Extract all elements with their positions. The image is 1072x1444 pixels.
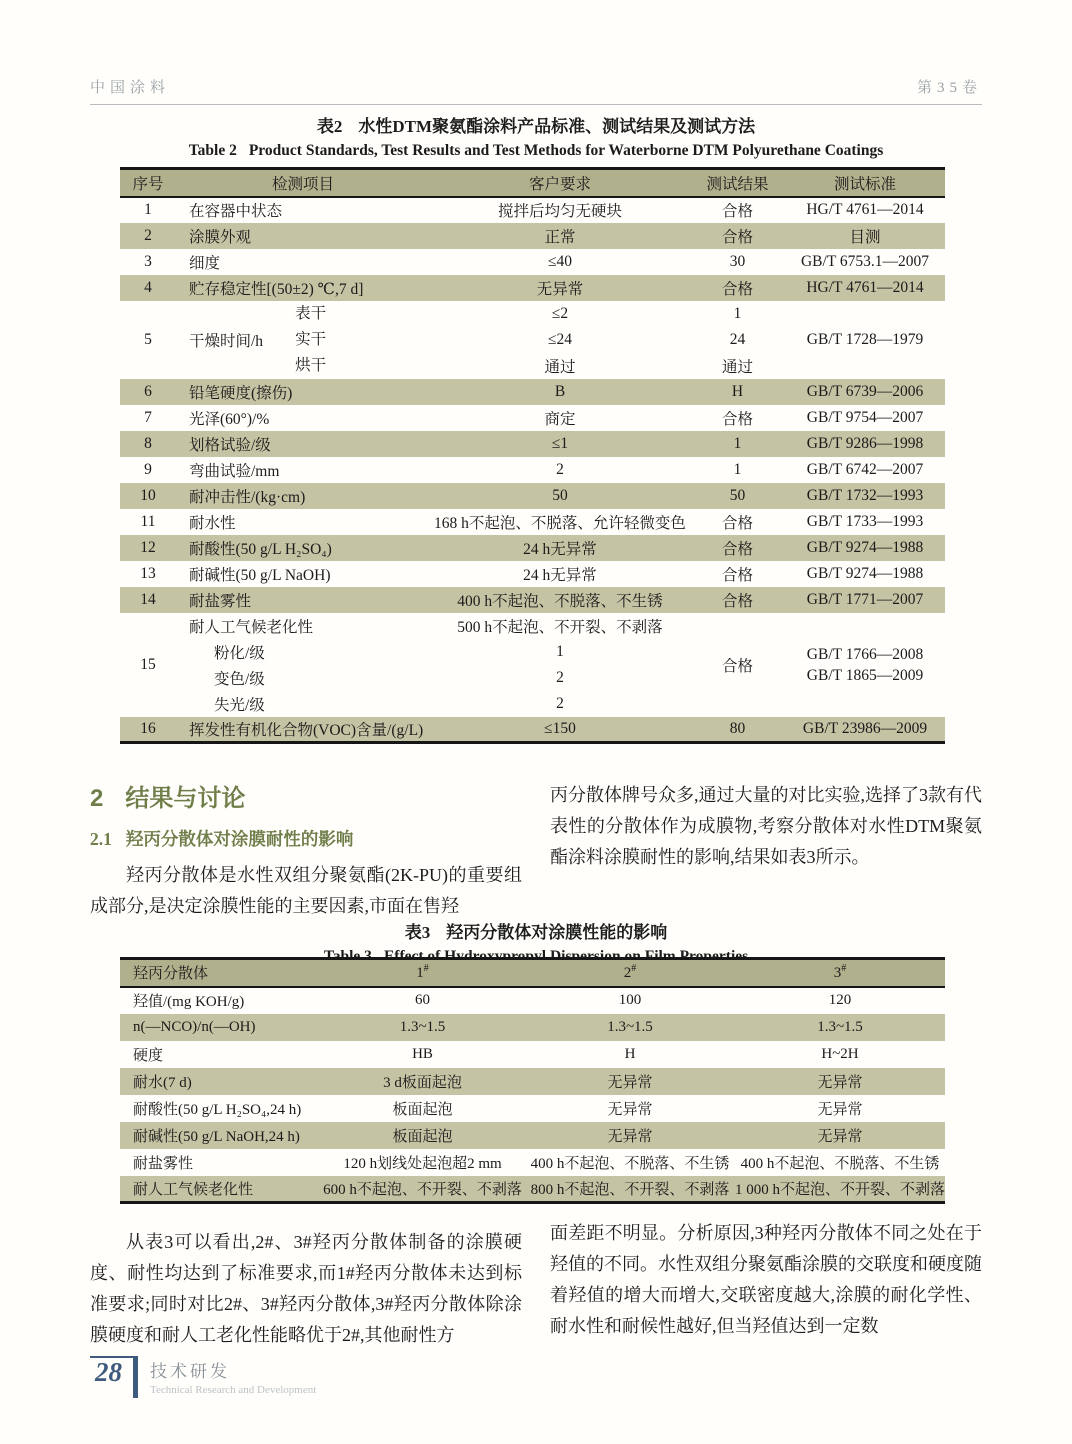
t2-cell-result: 1 bbox=[733, 460, 742, 478]
t2-cell-item: 划格试验/级 bbox=[189, 436, 271, 454]
t2-cell-no: 8 bbox=[144, 434, 152, 452]
t3-cell-item: 耐水(7 d) bbox=[133, 1074, 192, 1091]
t2-cell-result: 30 bbox=[729, 252, 746, 270]
t2-cell-item: 涂膜外观 bbox=[189, 228, 252, 246]
t2-cell-no: 14 bbox=[140, 590, 156, 608]
page-footer bbox=[90, 1356, 316, 1398]
t3-cell-v2: 无异常 bbox=[607, 1074, 653, 1091]
footer-section-zh: 技术研发 bbox=[150, 1362, 230, 1381]
t2-cell-result: 合格 bbox=[721, 280, 753, 298]
t2-cell-std: 目测 bbox=[849, 228, 881, 246]
t3-cell-v3: 无异常 bbox=[817, 1074, 863, 1091]
section-heading bbox=[90, 778, 522, 813]
t2-cell-req: 500 h不起泡、不开裂、不剥落 bbox=[457, 618, 663, 636]
t2-cell-item: 贮存稳定性[(50±2) ℃,7 d] bbox=[189, 280, 364, 298]
t2-cell-req: 搅拌后均匀无硬块 bbox=[497, 203, 622, 220]
t2-std-line: GB/T 1766—2008 bbox=[806, 645, 924, 663]
t2-cell-req: 2 bbox=[556, 668, 564, 686]
t2-cell-req: 2 bbox=[556, 460, 564, 478]
t3-cell-item: n(—NCO)/n(—OH) bbox=[133, 1018, 256, 1035]
t2-cell-item: 细度 bbox=[189, 254, 221, 272]
t2-cell-no: 13 bbox=[140, 564, 156, 582]
t2-cell-req: 正常 bbox=[544, 228, 576, 246]
t3-cell-v2: 无异常 bbox=[607, 1101, 653, 1118]
t2-header-result: 测试结果 bbox=[706, 175, 769, 193]
t2-cell-req: 50 bbox=[552, 486, 568, 504]
paragraph: 羟丙分散体是水性双组分聚氨酯(2K-PU)的重要组成部分,是决定涂膜性能的主要因素,市面在售羟 bbox=[90, 865, 522, 916]
t2-cell-std bbox=[785, 613, 945, 717]
t2-cell-no: 4 bbox=[144, 278, 152, 296]
t2-cell-result: 通过 bbox=[721, 358, 753, 376]
t2-cell-req: 商定 bbox=[544, 410, 576, 428]
t2-cell-std: HG/T 4761—2014 bbox=[806, 278, 924, 296]
t3-cell-v3: 无异常 bbox=[817, 1101, 863, 1118]
paragraph: 面差距不明显。分析原因,3种羟丙分散体不同之处在于羟值的不同。水性双组分聚氨酯涂膜的交联度和硬度随着羟值的增大而增大,交联密度越大,涂膜的耐化学性、耐水性和耐候性越好,但当羟值达到一定数 bbox=[550, 1223, 982, 1336]
t2-cell-std: GB/T 9286—1998 bbox=[806, 434, 924, 452]
t2-subitem-column bbox=[295, 301, 326, 379]
t3-header-2-base: 2 bbox=[623, 965, 632, 982]
t3-cell-v3: 1 000 h不起泡、不开裂、不剥落 bbox=[735, 1181, 946, 1198]
t2-cell-item: 耐碱性(50 g/L NaOH) bbox=[189, 566, 331, 584]
t3-header-3-sup: # bbox=[841, 963, 847, 975]
t2-cell-no: 11 bbox=[140, 512, 156, 530]
footer-section-en: Technical Research and Development bbox=[150, 1384, 317, 1396]
t3-cell-v2: 100 bbox=[618, 992, 642, 1008]
table-row bbox=[120, 249, 945, 275]
discussion-left-column bbox=[90, 1218, 522, 1351]
table-row bbox=[120, 1095, 945, 1122]
t2-cell-item: 在容器中状态 bbox=[189, 203, 283, 220]
table3-label-zh: 表3 bbox=[404, 923, 431, 942]
t3-cell-v2: 无异常 bbox=[607, 1128, 653, 1145]
t3-header-1-base: 1 bbox=[416, 965, 424, 982]
table-row bbox=[120, 587, 945, 613]
t2-cell-req: ≤2 bbox=[551, 304, 569, 322]
table-row bbox=[120, 613, 945, 639]
t2-header-item: 检测项目 bbox=[271, 175, 334, 193]
t2-cell-result: 合格 bbox=[721, 540, 753, 558]
t2-cell-req: B bbox=[554, 382, 566, 400]
t3-cell-v2: 1.3~1.5 bbox=[607, 1018, 653, 1035]
t3-header-1-sup: # bbox=[423, 963, 429, 975]
t3-cell-v1: HB bbox=[412, 1045, 433, 1062]
t2-subitem: 实干 bbox=[295, 330, 327, 348]
t2-cell-req: 无异常 bbox=[536, 280, 584, 298]
t2-cell-result: 80 bbox=[729, 719, 746, 737]
t2-cell-no: 5 bbox=[144, 330, 152, 348]
table-row bbox=[120, 561, 945, 587]
t3-cell-item: 耐人工气候老化性 bbox=[133, 1181, 254, 1198]
t2-cell-result: 合格 bbox=[721, 228, 753, 246]
t2-subitem: 表干 bbox=[295, 304, 327, 322]
table-row bbox=[120, 223, 945, 249]
t3-cell-item: 羟值/(mg KOH/g) bbox=[133, 994, 245, 1010]
t2-cell-no: 2 bbox=[144, 226, 152, 244]
t2-cell-result: 合格 bbox=[721, 592, 753, 610]
section-number: 2 bbox=[90, 785, 104, 812]
table2-label-zh: 表2 bbox=[316, 117, 343, 136]
t2-cell-req: 1 bbox=[556, 642, 564, 660]
t3-cell-v3: H~2H bbox=[821, 1045, 859, 1062]
running-head bbox=[90, 76, 982, 105]
t3-cell-v3: 1.3~1.5 bbox=[817, 1018, 863, 1035]
table-row bbox=[120, 1176, 945, 1203]
t2-cell-std: GB/T 6739—2006 bbox=[806, 382, 924, 400]
t2-cell-item-split bbox=[176, 301, 430, 379]
t2-cell-std: GB/T 1732—1993 bbox=[806, 486, 924, 504]
table2 bbox=[120, 167, 945, 744]
t2-cell-result: 1 bbox=[733, 434, 742, 452]
t3-cell-v1: 120 h划线处起泡超2 mm bbox=[343, 1155, 502, 1172]
footer-section-labels bbox=[138, 1356, 316, 1396]
journal-name: 中国涂料 bbox=[90, 80, 171, 96]
t3-cell-v3: 400 h不起泡、不脱落、不生锈 bbox=[740, 1155, 940, 1172]
table-row bbox=[120, 535, 945, 561]
t3-cell-v1: 1.3~1.5 bbox=[399, 1018, 446, 1035]
t3-header-2-sup: # bbox=[631, 963, 637, 975]
t2-header-no: 序号 bbox=[132, 175, 164, 193]
table-row bbox=[120, 405, 945, 431]
t3-cell-v3: 120 bbox=[828, 992, 852, 1008]
table-row bbox=[120, 1041, 945, 1068]
t2-cell-req: ≤40 bbox=[547, 252, 572, 270]
subsection-title: 羟丙分散体对涂膜耐性的影响 bbox=[125, 829, 354, 849]
t3-header-3 bbox=[735, 959, 945, 987]
t2-cell-result: 合格 bbox=[721, 410, 753, 428]
table-row bbox=[120, 379, 945, 405]
table3-header-row bbox=[120, 959, 945, 987]
table-row bbox=[120, 1014, 945, 1041]
t2-cell-req: ≤1 bbox=[551, 434, 569, 452]
t2-item-name: 干燥时间/h bbox=[189, 332, 264, 350]
t2-cell-std: HG/T 4761—2014 bbox=[806, 201, 924, 218]
t2-cell-req: ≤24 bbox=[547, 330, 572, 348]
table2-title-en: Product Standards, Test Results and Test Methods for Waterborne DTM Polyurethane Coatings bbox=[248, 142, 884, 159]
t2-cell-std: GB/T 6753.1—2007 bbox=[800, 252, 930, 270]
t2-cell-item: 耐人工气候老化性 bbox=[189, 618, 314, 636]
t2-cell-no: 12 bbox=[140, 538, 156, 556]
section-left-column bbox=[90, 778, 522, 922]
t2-cell-req: 168 h不起泡、不脱落、允许轻微变色 bbox=[434, 514, 686, 532]
table-row bbox=[120, 197, 945, 223]
table-row bbox=[120, 987, 945, 1014]
t2-cell-item: 挥发性有机化合物(VOC)含量/(g/L) bbox=[189, 721, 424, 739]
t2-cell-item: 耐水性 bbox=[189, 514, 236, 532]
t2-cell-std: GB/T 9274—1988 bbox=[806, 538, 924, 556]
table-row bbox=[120, 457, 945, 483]
t2-std-line: GB/T 1865—2009 bbox=[806, 666, 924, 684]
table3 bbox=[120, 957, 945, 1204]
t2-header-req: 客户要求 bbox=[528, 175, 591, 193]
volume-label: 第35卷 bbox=[916, 80, 982, 96]
t2-cell-req: 通过 bbox=[544, 358, 576, 376]
table-row bbox=[120, 483, 945, 509]
table-row bbox=[120, 431, 945, 457]
t2-cell-result: H bbox=[731, 382, 744, 400]
t2-cell-result: 1 bbox=[733, 304, 742, 322]
table-row bbox=[120, 275, 945, 301]
discussion-right-column bbox=[550, 1218, 982, 1342]
t3-cell-v1: 板面起泡 bbox=[392, 1101, 453, 1118]
t2-cell-no: 9 bbox=[144, 460, 152, 478]
t3-cell-v2: H bbox=[624, 1045, 636, 1062]
t3-cell-v3: 无异常 bbox=[817, 1128, 863, 1145]
subsection-number: 2.1 bbox=[90, 829, 112, 849]
t3-header-item: 羟丙分散体 bbox=[133, 966, 209, 983]
t2-cell-no: 7 bbox=[144, 408, 152, 426]
table2-caption-zh bbox=[0, 112, 1072, 137]
t2-cell-req: 400 h不起泡、不脱落、不生锈 bbox=[457, 592, 663, 610]
table2-title-zh: 水性DTM聚氨酯涂料产品标准、测试结果及测试方法 bbox=[358, 117, 756, 136]
t2-cell-result: 50 bbox=[729, 486, 746, 504]
t2-cell-item: 粉化/级 bbox=[214, 644, 265, 662]
subsection-heading bbox=[90, 826, 522, 851]
t2-cell-no: 15 bbox=[140, 655, 156, 673]
paragraph: 丙分散体牌号众多,通过大量的对比实验,选择了3款有代表性的分散体作为成膜物,考察分散体对水性DTM聚氨酯涂料涂膜耐性的影响,结果如表3所示。 bbox=[550, 785, 982, 867]
table-row bbox=[120, 301, 945, 327]
table-row bbox=[120, 717, 945, 743]
t2-cell-std: GB/T 9274—1988 bbox=[806, 564, 924, 582]
t2-cell-req: 24 h无异常 bbox=[523, 540, 597, 558]
t2-cell-std: GB/T 23986—2009 bbox=[802, 719, 928, 737]
section-title: 结果与讨论 bbox=[125, 785, 246, 812]
section-right-column bbox=[550, 780, 982, 873]
t3-cell-item: 硬度 bbox=[133, 1047, 164, 1064]
t2-cell-item: 变色/级 bbox=[214, 670, 265, 688]
table2-header-row bbox=[120, 169, 945, 197]
t2-cell-std: GB/T 9754—2007 bbox=[806, 408, 924, 426]
table2-label-en: Table 2 bbox=[188, 142, 237, 159]
t2-cell-std: GB/T 1771—2007 bbox=[806, 590, 924, 608]
table3-label-en: Table 3 bbox=[323, 948, 372, 965]
t2-cell-item: 弯曲试验/mm bbox=[189, 462, 280, 480]
t2-cell-item: 耐冲击性/(kg·cm) bbox=[189, 488, 306, 506]
t2-cell-item: 失光/级 bbox=[214, 696, 265, 714]
t2-header-std: 测试标准 bbox=[833, 175, 896, 193]
t3-cell-item: 耐酸性(50 g/L H₂SO₄,24 h) bbox=[133, 1101, 302, 1118]
t2-cell-item: 耐盐雾性 bbox=[189, 592, 252, 610]
t3-cell-v2: 800 h不起泡、不开裂、不剥落 bbox=[530, 1181, 730, 1198]
table2-caption-en bbox=[0, 142, 1072, 160]
t3-header-1 bbox=[320, 959, 525, 987]
t3-cell-v1: 60 bbox=[415, 992, 430, 1008]
t2-subitem: 烘干 bbox=[295, 356, 327, 374]
table3-title-zh: 羟丙分散体对涂膜性能的影响 bbox=[446, 923, 668, 942]
paragraph: 从表3可以看出,2#、3#羟丙分散体制备的涂膜硬度、耐性均达到了标准要求,而1#羟丙分散体未达到标准要求;同时对比2#、3#羟丙分散体,3#羟丙分散体除涂膜硬度和耐人工老化性能略优于2#,其他耐性方 bbox=[90, 1232, 522, 1345]
t3-cell-item: 耐碱性(50 g/L NaOH,24 h) bbox=[133, 1128, 300, 1145]
table-row bbox=[120, 1149, 945, 1176]
t2-cell-result: 合格 bbox=[721, 657, 753, 675]
t2-cell-no: 3 bbox=[144, 252, 152, 270]
table2-caption bbox=[0, 112, 1072, 160]
t2-cell-result: 合格 bbox=[721, 514, 753, 532]
t2-cell-no: 1 bbox=[144, 201, 152, 218]
table3-title-en: Effect of Hydroxypropyl Dispersion on Film Properties bbox=[383, 948, 749, 965]
t2-cell-item: 光泽(60°)/% bbox=[189, 410, 270, 428]
t3-cell-v2: 400 h不起泡、不脱落、不生锈 bbox=[530, 1155, 730, 1172]
t2-cell-req: 24 h无异常 bbox=[523, 566, 597, 584]
t2-cell-std: GB/T 1733—1993 bbox=[806, 512, 924, 530]
t3-cell-v1: 600 h不起泡、不开裂、不剥落 bbox=[323, 1181, 522, 1198]
t2-cell-item: 耐酸性(50 g/L H₂SO₄) bbox=[189, 540, 332, 558]
t2-cell-req: 2 bbox=[556, 694, 564, 712]
table-row bbox=[120, 509, 945, 535]
t2-cell-no: 16 bbox=[140, 719, 156, 737]
t3-cell-item: 耐盐雾性 bbox=[133, 1155, 194, 1172]
t2-cell-std: GB/T 1728—1979 bbox=[806, 330, 924, 348]
page-number: 28 bbox=[90, 1356, 138, 1398]
t3-header-3-base: 3 bbox=[833, 965, 842, 982]
t2-cell-no: 10 bbox=[140, 486, 156, 504]
table-row bbox=[120, 1068, 945, 1095]
t2-cell-std: GB/T 6742—2007 bbox=[806, 460, 924, 478]
t2-cell-result: 24 bbox=[729, 330, 746, 348]
t3-cell-v1: 3 d板面起泡 bbox=[383, 1074, 462, 1091]
t2-cell-item: 铅笔硬度(擦伤) bbox=[189, 384, 293, 402]
t2-cell-result: 合格 bbox=[721, 566, 753, 584]
t3-cell-v1: 板面起泡 bbox=[392, 1128, 453, 1145]
table-row bbox=[120, 1122, 945, 1149]
table3-caption-zh bbox=[0, 918, 1072, 943]
t2-cell-result: 合格 bbox=[721, 203, 753, 220]
t3-header-2 bbox=[525, 959, 735, 987]
t2-cell-req: ≤150 bbox=[544, 719, 576, 737]
t2-cell-no: 6 bbox=[144, 382, 152, 400]
